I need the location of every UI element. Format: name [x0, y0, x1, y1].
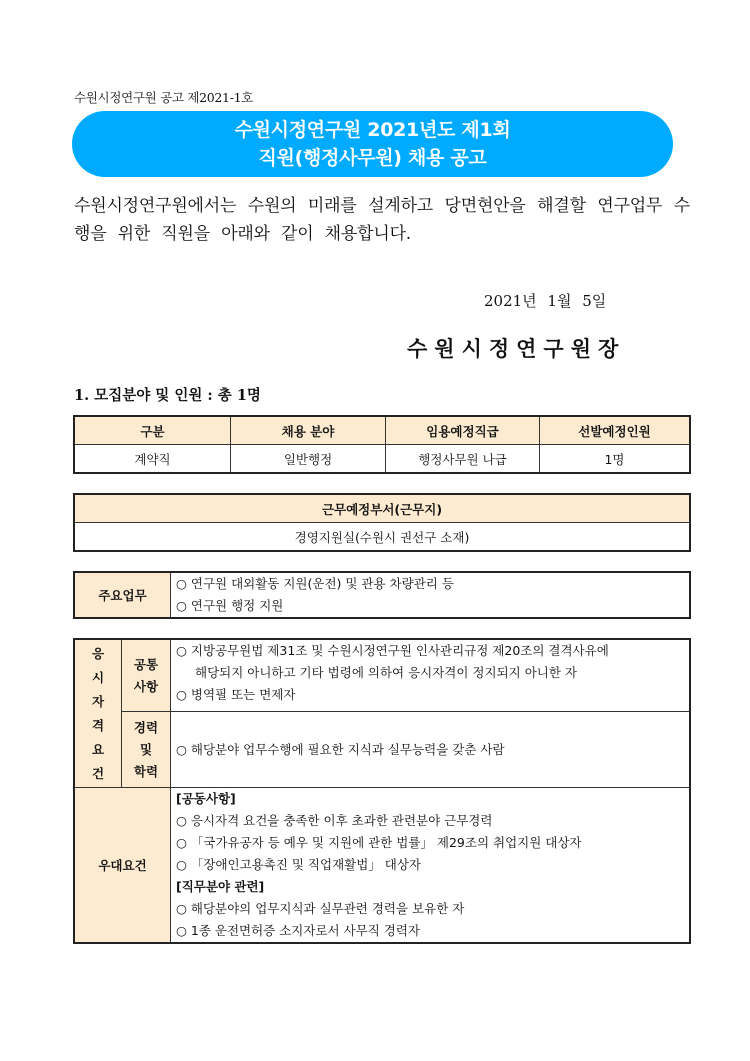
- duties-label: 주요업무: [75, 573, 171, 618]
- common-label: [122, 640, 171, 712]
- label-char: 응: [91, 645, 105, 661]
- label-char: 격: [91, 717, 105, 733]
- duties-content: [171, 573, 690, 618]
- qualification-item: ○ 해당분야 업무수행에 필요한 지식과 실무능력을 갖춘 사람: [176, 741, 505, 757]
- qualification-item: ○ 병역필 또는 면제자: [176, 687, 296, 702]
- banner-title-line1: 수원시정연구원 2021년도 제1회: [234, 119, 511, 141]
- preference-content: [171, 788, 690, 943]
- header-cell: 채용 분야: [231, 417, 386, 445]
- duties-table: [74, 572, 690, 618]
- table-cell: 일반행정: [231, 445, 386, 473]
- preference-item: ○ 응시자격 요건을 충족한 이후 초과한 관련분야 근무경력: [176, 813, 493, 828]
- header-cell: 임용예정직급: [386, 417, 540, 445]
- header-cell: 구분: [75, 417, 231, 445]
- table-cell: 행정사무원 나급: [386, 445, 540, 473]
- label-line: 경력: [133, 719, 159, 735]
- table-row: [75, 445, 690, 473]
- header-cell: 선발예정인원: [540, 417, 690, 445]
- banner-title-line2: 직원(행정사무원) 채용 공고: [258, 147, 487, 169]
- common-content: [171, 640, 690, 712]
- title-banner: [72, 111, 673, 177]
- label-line: 공통: [133, 656, 159, 672]
- table-header-row: [75, 417, 690, 445]
- career-content: [171, 712, 690, 788]
- qualifications-table: [74, 639, 690, 943]
- recruitment-table: [74, 416, 690, 473]
- announcement-date: 2021년 1월 5일: [484, 292, 607, 310]
- table-cell: 계약직: [75, 445, 231, 473]
- department-header: 근무예정부서(근무지): [75, 495, 690, 523]
- label-line: 사항: [133, 678, 159, 694]
- department-value: 경영지원실(수원시 권선구 소재): [75, 523, 690, 551]
- preference-group-title: [공동사항]: [176, 791, 236, 806]
- document-number: 수원시정연구원 공고 제2021-1호: [74, 90, 254, 105]
- label-line: 및: [139, 741, 153, 757]
- duty-item: ○ 연구원 대외활동 지원(운전) 및 관용 차량관리 등: [176, 576, 454, 591]
- qualification-item: ○ 지방공무원법 제31조 및 수원시정연구원 인사관리규정 제20조의 결격사유에: [176, 643, 609, 658]
- label-char: 요: [91, 741, 105, 757]
- qualifications-label: [75, 640, 122, 788]
- preference-item: ○ 「장애인고용촉진 및 직업재활법」 대상자: [176, 857, 422, 872]
- table-cell: 1명: [540, 445, 690, 473]
- section-heading: 1. 모집분야 및 인원 : 총 1명: [74, 387, 261, 404]
- label-char: 건: [91, 765, 105, 781]
- career-label: [122, 712, 171, 788]
- label-line: 학력: [133, 763, 159, 779]
- preference-item: ○ 해당분야의 업무지식과 실무관련 경력을 보유한 자: [176, 901, 465, 916]
- preference-item: ○ 1종 운전면허증 소지자로서 사무직 경력자: [176, 923, 421, 938]
- preference-label: 우대요건: [75, 788, 171, 943]
- signature-title: 수원시정연구원장: [407, 337, 626, 361]
- preference-group-title: [직무분야 관련]: [176, 879, 265, 894]
- intro-paragraph: 수원시정연구원에서는 수원의 미래를 설계하고 당면현안을 해결할 연구업무 수행을 위한 직원을 아래와 같이 채용합니다.: [74, 196, 690, 244]
- label-char: 자: [91, 693, 105, 709]
- department-table: [74, 494, 690, 551]
- duty-item: ○ 연구원 행정 지원: [176, 598, 284, 613]
- preference-item: ○ 「국가유공자 등 예우 및 지원에 관한 법률」 제29조의 취업지원 대상자: [176, 835, 582, 850]
- qualification-item-cont: 해당되지 아니하고 기타 법령에 의하여 응시자격이 정지되지 아니한 자: [195, 665, 577, 680]
- label-char: 시: [91, 669, 105, 685]
